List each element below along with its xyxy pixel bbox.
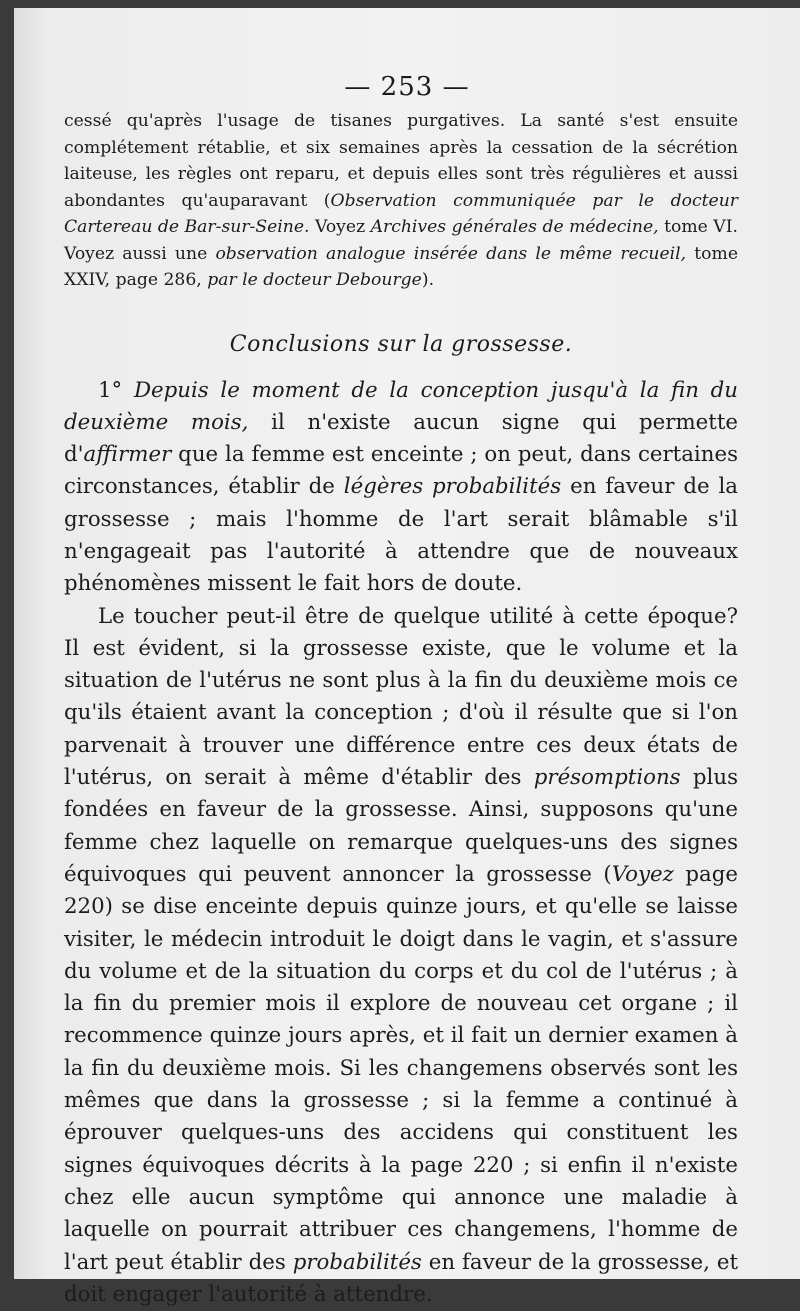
paragraph-2 <box>64 601 738 1311</box>
italic-run: légères probabilités <box>344 474 561 499</box>
text-run: tome XXIV, page 286, <box>64 244 738 291</box>
italic-run: présomptions <box>534 765 681 790</box>
italic-run: par le docteur Debourge <box>207 270 422 290</box>
text-run: cessé qu'après l'usage de tisanes purgatives. La santé s'est ensuite complétement rétablie, et six semaines après la cessation de la sécrétion laiteuse, les règles ont reparu, et depuis elles sont très régulières et aussi abondantes qu'auparavant ( <box>64 111 738 211</box>
text-run: en faveur de la grossesse, et doit engager l'autorité à attendre. <box>64 1250 738 1307</box>
italic-run: Archives générales de médecine, <box>371 217 659 237</box>
text-run: il n'existe aucun signe qui permette d' <box>64 410 738 467</box>
text-run: en faveur de la grossesse ; mais l'homme de l'art serait blâmable s'il n'engageait pas l'autorité à attendre que de nouveaux phénomènes missent le fait hors de doute. <box>64 474 738 596</box>
page-body <box>64 108 738 1311</box>
continued-paragraph <box>64 108 738 294</box>
italic-run: affirmer <box>84 442 172 467</box>
italic-run: observation analogue insérée dans le même recueil, <box>215 244 686 264</box>
book-page <box>14 8 800 1279</box>
text-run: 1° <box>98 378 134 403</box>
section-heading: Conclusions sur la grossesse. <box>64 332 738 357</box>
text-run: que la femme est enceinte ; on peut, dans certaines circonstances, établir de <box>64 442 738 499</box>
text-run: ). <box>422 270 434 290</box>
text-run: Voyez <box>310 217 371 237</box>
italic-run: Depuis le moment de la conception jusqu'à la fin du deuxième mois, <box>64 378 738 435</box>
italic-run: Observation communiquée par le docteur Cartereau de Bar-sur-Seine. <box>64 191 738 238</box>
conclusions-text <box>64 375 738 1311</box>
text-run: Le toucher peut-il être de quelque utilité à cette époque? Il est évident, si la grossesse existe, que le volume et la situation de l'utérus ne sont plus à la fin du deuxième mois ce qu'ils étaient avant la conception ; d'où il résulte que si l'on parvenait à trouver une différence entre ces deux états de l'utérus, on serait à même d'établir des <box>64 604 738 790</box>
italic-run: Voyez <box>612 862 674 887</box>
page-number: — 253 — <box>14 72 800 102</box>
text-run: page 220) se dise enceinte depuis quinze jours, et qu'elle se laisse visiter, le médecin introduit le doigt dans le vagin, et s'assure du volume et de la situation du corps et du col de l'utérus ; à la fin du premier mois il explore de nouveau cet organe ; il recommence quinze jours après, et il fait un dernier examen à la fin du deuxième mois. Si les changemens observés sont les mêmes que dans la grossesse ; si la femme a continué à éprouver quelques-uns des accidens qui constituent les signes équivoques décrits à la page 220 ; si enfin il n'existe chez elle aucun symptôme qui annonce une maladie à laquelle on pourrait attribuer ces changemens, l'homme de l'art peut établir des <box>64 862 738 1275</box>
text-run: plus fondées en faveur de la grossesse. Ainsi, supposons qu'une femme chez laquelle on remarque quelques-uns des signes équivoques qui peuvent annoncer la grossesse ( <box>64 765 738 887</box>
text-run: tome VI. Voyez aussi une <box>64 217 738 264</box>
italic-run: probabilités <box>293 1250 422 1275</box>
paragraph-1 <box>64 375 738 601</box>
